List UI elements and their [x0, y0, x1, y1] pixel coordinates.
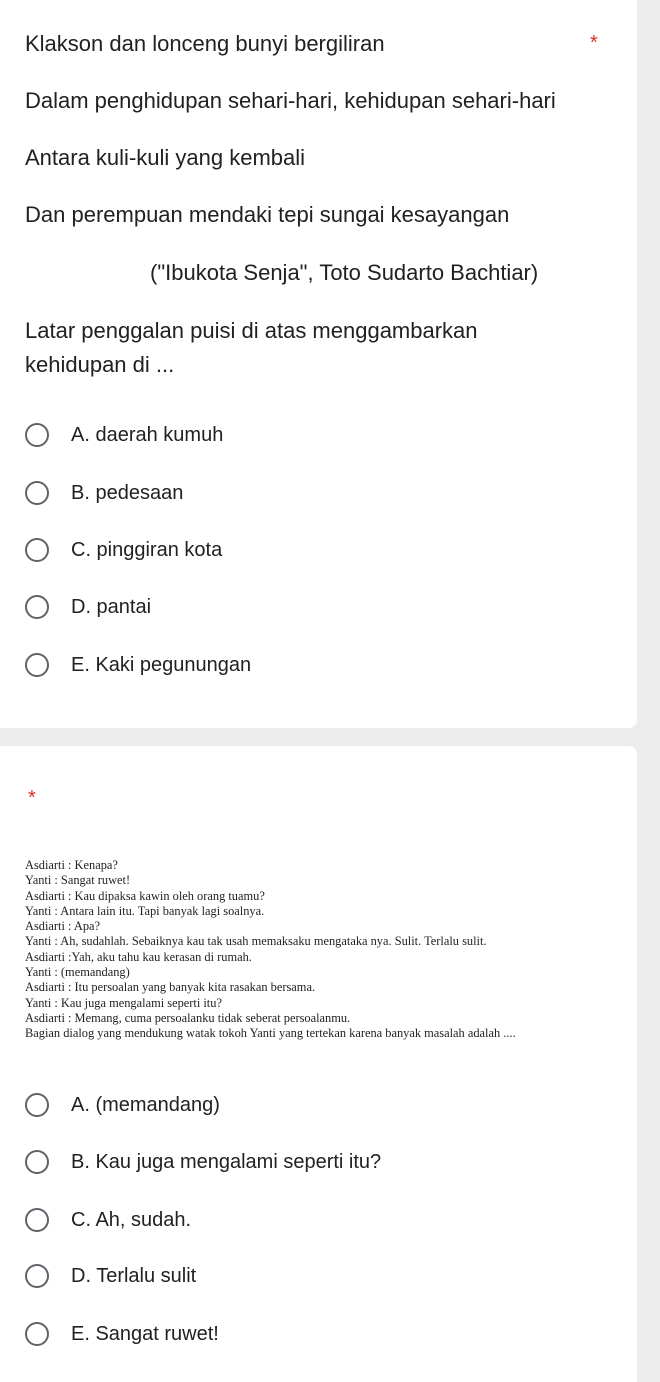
radio-button[interactable] [25, 1264, 49, 1288]
required-marker: * [590, 32, 598, 54]
question-prompt-line-2: kehidupan di ... [25, 352, 175, 377]
radio-button[interactable] [25, 481, 49, 505]
required-marker-2: * [28, 787, 36, 809]
option-label: D. pantai [71, 596, 152, 618]
dialog-line: Asdiarti : Memang, cuma persoalanku tidak seberat persoalanmu. [25, 1010, 351, 1025]
dialog-question: Bagian dialog yang mendukung watak tokoh Yanti yang tertekan karena banyak masalah adalah .... [25, 1026, 516, 1041]
option-a[interactable] [25, 1090, 220, 1120]
dialog-image [25, 858, 630, 1042]
poem-line-2: Dalam penghidupan sehari-hari, kehidupan sehari-hari [25, 88, 556, 113]
option-e[interactable] [25, 1319, 219, 1349]
option-label: A. daerah kumuh [71, 424, 224, 446]
option-label: B. pedesaan [71, 482, 184, 504]
dialog-line: Asdiarti : Kau dipaksa kawin oleh orang tuamu? [25, 888, 265, 903]
option-c[interactable] [25, 535, 222, 565]
dialog-line: Asdiarti : Itu persoalan yang banyak kita rasakan bersama. [25, 980, 316, 995]
dialog-line: Asdiarti : Apa? [25, 919, 101, 934]
dialog-line: Asdiarti : Kenapa? [25, 858, 118, 872]
option-label: B. Kau juga mengalami seperti itu? [71, 1151, 382, 1173]
radio-button[interactable] [25, 1150, 49, 1174]
option-e[interactable] [25, 650, 251, 680]
poem-line-1: Klakson dan lonceng bunyi bergiliran [25, 31, 385, 56]
option-label: D. Terlalu sulit [71, 1265, 197, 1287]
poem-line-4: Dan perempuan mendaki tepi sungai kesayangan [25, 202, 510, 227]
radio-button[interactable] [25, 538, 49, 562]
option-b[interactable] [25, 478, 183, 508]
dialog-line: Yanti : (memandang) [25, 965, 130, 980]
radio-button[interactable] [25, 1322, 49, 1346]
option-a[interactable] [25, 420, 223, 450]
radio-button[interactable] [25, 423, 49, 447]
poem-line-3: Antara kuli-kuli yang kembali [25, 145, 306, 170]
option-d[interactable] [25, 592, 151, 622]
option-c[interactable] [25, 1205, 191, 1235]
option-label: C. Ah, sudah. [71, 1209, 192, 1231]
option-d[interactable] [25, 1261, 196, 1291]
question-prompt-line-1: Latar penggalan puisi di atas menggambarkan [25, 318, 478, 343]
poem-source: ("Ibukota Senja", Toto Sudarto Bachtiar) [150, 260, 539, 285]
option-b[interactable] [25, 1147, 381, 1177]
option-label: E. Sangat ruwet! [71, 1323, 219, 1345]
option-label: A. (memandang) [71, 1094, 220, 1116]
radio-button[interactable] [25, 653, 49, 677]
dialog-line: Yanti : Sangat ruwet! [25, 873, 131, 888]
dialog-line: Asdiarti :Yah, aku tahu kau kerasan di rumah. [25, 949, 252, 964]
dialog-line: Yanti : Ah, sudahlah. Sebaiknya kau tak usah memaksaku mengataka nya. Sulit. Terlalu sulit. [25, 934, 487, 949]
option-label: C. pinggiran kota [71, 539, 223, 561]
radio-button[interactable] [25, 1208, 49, 1232]
radio-button[interactable] [25, 1093, 49, 1117]
radio-button[interactable] [25, 595, 49, 619]
dialog-line: Yanti : Kau juga mengalami seperti itu? [25, 995, 222, 1010]
dialog-line: Yanti : Antara lain itu. Tapi banyak lagi soalnya. [25, 903, 265, 918]
option-label: E. Kaki pegunungan [71, 654, 252, 676]
